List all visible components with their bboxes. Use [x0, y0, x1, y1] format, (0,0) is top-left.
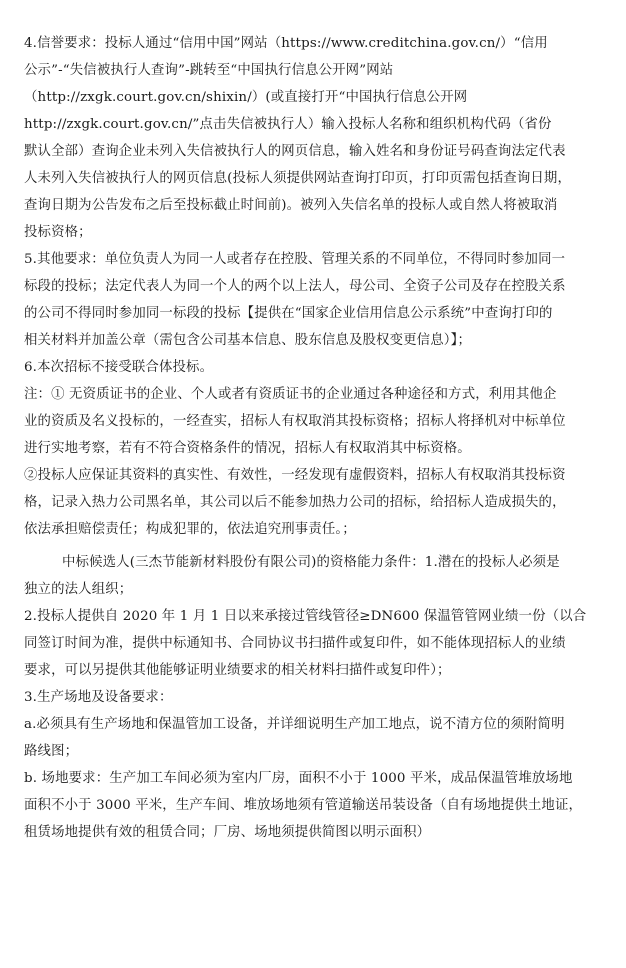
text-line: http://zxgk.court.gov.cn/”点击失信被执行人）输入投标人名称和组织机构代码（省份	[24, 117, 552, 132]
text-line: 的公司不得同时参加同一标段的投标【提供在“国家企业信用信息公示系统”中查询打印的	[24, 306, 553, 321]
text-line: 租赁场地提供有效的租赁合同；厂房、场地须提供简图以明示面积）	[24, 825, 431, 840]
text-line: 中标候选人(三杰节能新材料股份有限公司)的资格能力条件：1.潜在的投标人必须是	[62, 555, 560, 570]
text-line: （http://zxgk.court.gov.cn/shixin/）(或直接打开“中国执行信息公开网	[24, 90, 468, 105]
text-line: 查询日期为公告发布之后至投标截止时间前)。被列入失信名单的投标人或自然人将被取消	[24, 198, 558, 213]
text-line: 标段的投标；法定代表人为同一个人的两个以上法人，母公司、全资子公司及存在控股关系	[24, 279, 566, 294]
text-line: 要求，可以另提供其他能够证明业绩要求的相关材料扫描件或复印件）；	[24, 663, 451, 678]
text-line: 3.生产场地及设备要求：	[24, 690, 173, 705]
text-line: 人未列入失信被执行人的网页信息(投标人须提供网站查询打印页，打印页需包括查询日期，	[24, 171, 571, 186]
text-line: 注：① 无资质证书的企业、个人或者有资质证书的企业通过各种途径和方式，利用其他企	[24, 387, 557, 402]
text-line: 面积不小于 3000 平米，生产车间、堆放场地须有管道输送吊装设备（自有场地提供土地证，	[24, 798, 583, 813]
text-line: a.必须具有生产场地和保温管加工设备，并详细说明生产加工地点，说不清方位的须附简明	[24, 717, 565, 732]
text-line: 独立的法人组织；	[24, 582, 133, 597]
text-line: 公示”-“失信被执行人查询”-跳转至“中国执行信息公开网”网站	[24, 63, 394, 78]
text-line: 格，记录入热力公司黑名单，其公司以后不能参加热力公司的招标，给招标人造成损失的，	[24, 495, 566, 510]
text-line: 依法承担赔偿责任；构成犯罪的，依法追究刑事责任。；	[24, 522, 356, 537]
text-line: 6.本次招标不接受联合体投标。	[24, 360, 214, 375]
text-line: 4.信誉要求：投标人通过“信用中国”网站（https://www.creditchina.gov.cn/）“信用	[24, 36, 548, 51]
text-line: 同签订时间为准，提供中标通知书、合同协议书扫描件或复印件，如不能体现招标人的业绩	[24, 636, 566, 651]
text-line: 相关材料并加盖公章（需包含公司基本信息、股东信息及股权变更信息）】；	[24, 333, 471, 348]
text-line: 进行实地考察，若有不符合资格条件的情况，招标人有权取消其中标资格。	[24, 441, 471, 456]
text-line: b. 场地要求：生产加工车间必须为室内厂房，面积不小于 1000 平米，成品保温管堆放场地	[24, 771, 573, 786]
text-line: 5.其他要求：单位负责人为同一人或者存在控股、管理关系的不同单位，不得同时参加同一	[24, 252, 566, 267]
text-line: 业的资质及名义投标的，一经查实，招标人有权取消其投标资格；招标人将择机对中标单位	[24, 414, 566, 429]
text-line: 路线图；	[24, 744, 79, 759]
text-line: 投标资格；	[24, 225, 92, 240]
text-line: 默认全部）查询企业未列入失信被执行人的网页信息，输入姓名和身份证号码查询法定代表	[24, 144, 566, 159]
text-line: 2.投标人提供自 2020 年 1 月 1 日以来承接过管线管径≥DN600 保温管管网业绩一份（以合	[24, 609, 587, 624]
text-line: ②投标人应保证其资料的真实性、有效性，一经发现有虚假资料，招标人有权取消其投标资	[24, 468, 566, 483]
